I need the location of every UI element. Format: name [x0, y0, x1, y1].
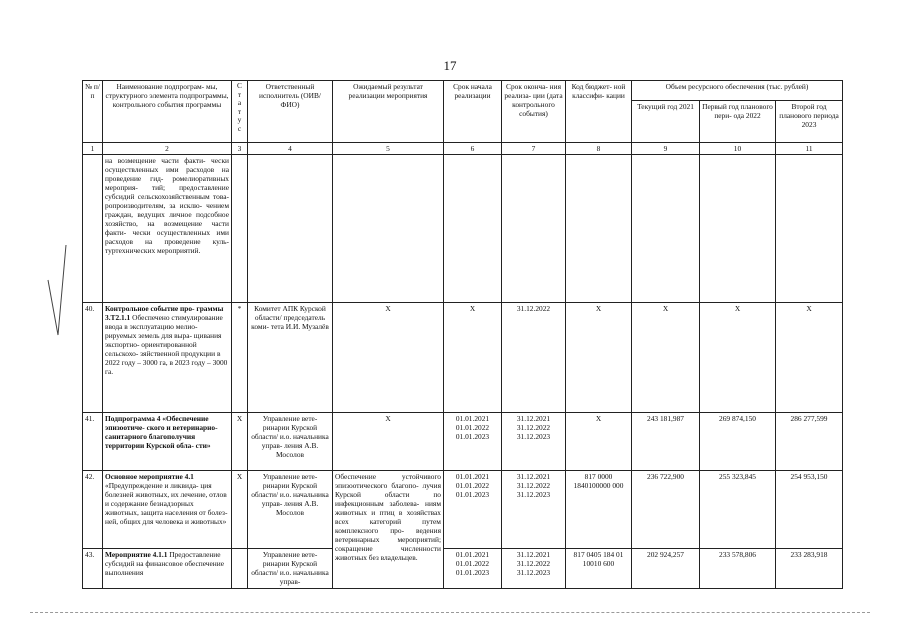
index-cell: 10 — [700, 143, 776, 155]
margin-pen-mark — [46, 240, 70, 340]
table-row — [83, 413, 843, 471]
header-col-end: Срок оконча- ния реализа- ции (дата контрольного события) — [502, 81, 566, 143]
row-start: 01.01.2021 01.01.2022 01.01.2023 — [444, 549, 502, 589]
row-name-bold: Основное мероприятие 4.1 — [105, 472, 194, 482]
row-y2021: 243 181,987 — [632, 413, 700, 471]
row-code: Х — [566, 413, 632, 471]
header-col-status: С т а т у с — [232, 81, 248, 143]
row-name-bold: Мероприятие 4.1.1 — [105, 550, 168, 560]
header-col-code: Код бюджет- ной классифи- кации — [566, 81, 632, 143]
row-name-bold: Подпрограмма 4 «Обеспечение эпизоотиче- ского и ветеринарно- санитарного благополучия территории Курской обла- сти» — [105, 414, 218, 451]
row-code: Х — [566, 303, 632, 413]
header-col-2022: Первый год планового пери- ода 2022 — [700, 101, 776, 143]
row-y2023: 286 277,599 — [776, 413, 843, 471]
row-status: * — [232, 303, 248, 413]
index-cell: 2 — [103, 143, 232, 155]
row-responsible: Управление вете- ринарии Курской области/ и.о. начальника управ- ления А.В. Мосолов — [248, 471, 333, 549]
row-end: 31.12.2022 — [502, 303, 566, 413]
row-responsible: Управление вете- ринарии Курской области/ и.о. начальника управ- ления А.В. Мосолов — [248, 413, 333, 471]
row-end: 31.12.2021 31.12.2022 31.12.2023 — [502, 471, 566, 549]
row-name — [103, 471, 232, 549]
header-col-result: Ожидаемый результат реализации мероприятия — [333, 81, 444, 143]
index-cell: 3 — [232, 143, 248, 155]
header-col-2021: Текущий год 2021 — [632, 101, 700, 143]
row-responsible: Комитет АПК Курской области/ председатель коми- тета И.И. Музалёв — [248, 303, 333, 413]
header-col-num: № п/п — [83, 81, 103, 143]
row-y2022: Х — [700, 303, 776, 413]
header-col-responsible: Ответственный исполнитель (ОИВ/ФИО) — [248, 81, 333, 143]
row-result: Обеспечение устойчивого эпизоотического благопо- лучия Курской области по инфекционным заболева- ниям животных и птиц в хозяйствах всех категорий путем комплексного про- ведения ветеринарных мероприятий; сокращение численности животных без владельцев. — [333, 471, 444, 589]
index-cell: 8 — [566, 143, 632, 155]
header-col-start: Срок начала реализации — [444, 81, 502, 143]
header-col-resources: Объем ресурсного обеспечения (тыс. рублей) — [632, 81, 843, 101]
row-code: 817 0405 184 01 10010 600 — [566, 549, 632, 589]
row-end: 31.12.2021 31.12.2022 31.12.2023 — [502, 549, 566, 589]
row-start: Х — [444, 303, 502, 413]
row-num: 41. — [83, 413, 103, 471]
row-result: Х — [333, 303, 444, 413]
row-start: 01.01.2021 01.01.2022 01.01.2023 — [444, 413, 502, 471]
row-code: 817 0000 1840100000 000 — [566, 471, 632, 549]
continuation-row — [83, 155, 843, 303]
scan-edge-line — [30, 612, 870, 613]
table-row — [83, 471, 843, 549]
continuation-text: на возмещение части факти- чески осуществленных ими расходов на проведение гид- ромелиоративных мероприя- тий; предоставление субсидий сельскохозяйственным това- ропроизводителям, за исклю- чением граждан, ведущих личное подсобное хозяйство, на возмещение части факти- чески осуществленных ими расходов на проведение куль- туртехнических мероприятий. — [103, 155, 232, 303]
row-y2022: 269 874,150 — [700, 413, 776, 471]
row-responsible: Управление вете- ринарии Курской области/ и.о. начальника управ- — [248, 549, 333, 589]
row-status — [232, 549, 248, 589]
row-status: Х — [232, 413, 248, 471]
index-cell: 9 — [632, 143, 700, 155]
row-name-rest: «Предупреждение и ликвида- ция болезней животных, их лечение, отлов и содержание безнадзорных животных, защита населения от болез- ней, общих для человека и животных» — [105, 481, 228, 527]
index-cell: 6 — [444, 143, 502, 155]
table-row — [83, 549, 843, 589]
index-cell: 1 — [83, 143, 103, 155]
row-y2023: 233 283,918 — [776, 549, 843, 589]
header-col-name: Наименование подпрограм- мы, структурного элемента подпрограммы, контрольного события программы — [103, 81, 232, 143]
row-y2022: 233 578,806 — [700, 549, 776, 589]
row-end: 31.12.2021 31.12.2022 31.12.2023 — [502, 413, 566, 471]
row-num: 43. — [83, 549, 103, 589]
index-cell: 7 — [502, 143, 566, 155]
row-name — [103, 303, 232, 413]
table-row — [83, 303, 843, 413]
row-y2021: 202 924,257 — [632, 549, 700, 589]
row-num: 42. — [83, 471, 103, 549]
row-y2022: 255 323,845 — [700, 471, 776, 549]
row-result: Х — [333, 413, 444, 471]
index-cell: 5 — [333, 143, 444, 155]
page-number: 17 — [443, 58, 457, 73]
row-status: Х — [232, 471, 248, 549]
row-name-rest: Предоставление субсидий на финансовое обеспечение выполнения — [105, 550, 224, 578]
index-cell: 4 — [248, 143, 333, 155]
row-name — [103, 413, 232, 471]
resource-table — [82, 80, 843, 589]
header-col-2023: Второй год планового периода 2023 — [776, 101, 843, 143]
row-start: 01.01.2021 01.01.2022 01.01.2023 — [444, 471, 502, 549]
row-name-bold: Контрольное событие про- граммы 3.Т2.1.1 — [105, 304, 224, 323]
row-y2021: Х — [632, 303, 700, 413]
index-cell: 11 — [776, 143, 843, 155]
row-y2023: 254 953,150 — [776, 471, 843, 549]
row-name — [103, 549, 232, 589]
row-y2021: 236 722,900 — [632, 471, 700, 549]
row-y2023: Х — [776, 303, 843, 413]
row-name-rest: Обеспечено стимулирование ввода в эксплуатацию мелио- рируемых земель для выра- щивания экспортно- ориентированной сельскохо- зяйственной продукции в 2022 году – 3000 га, в 2023 году – 3000 га. — [105, 313, 228, 377]
row-num: 40. — [83, 303, 103, 413]
index-row — [83, 143, 843, 155]
